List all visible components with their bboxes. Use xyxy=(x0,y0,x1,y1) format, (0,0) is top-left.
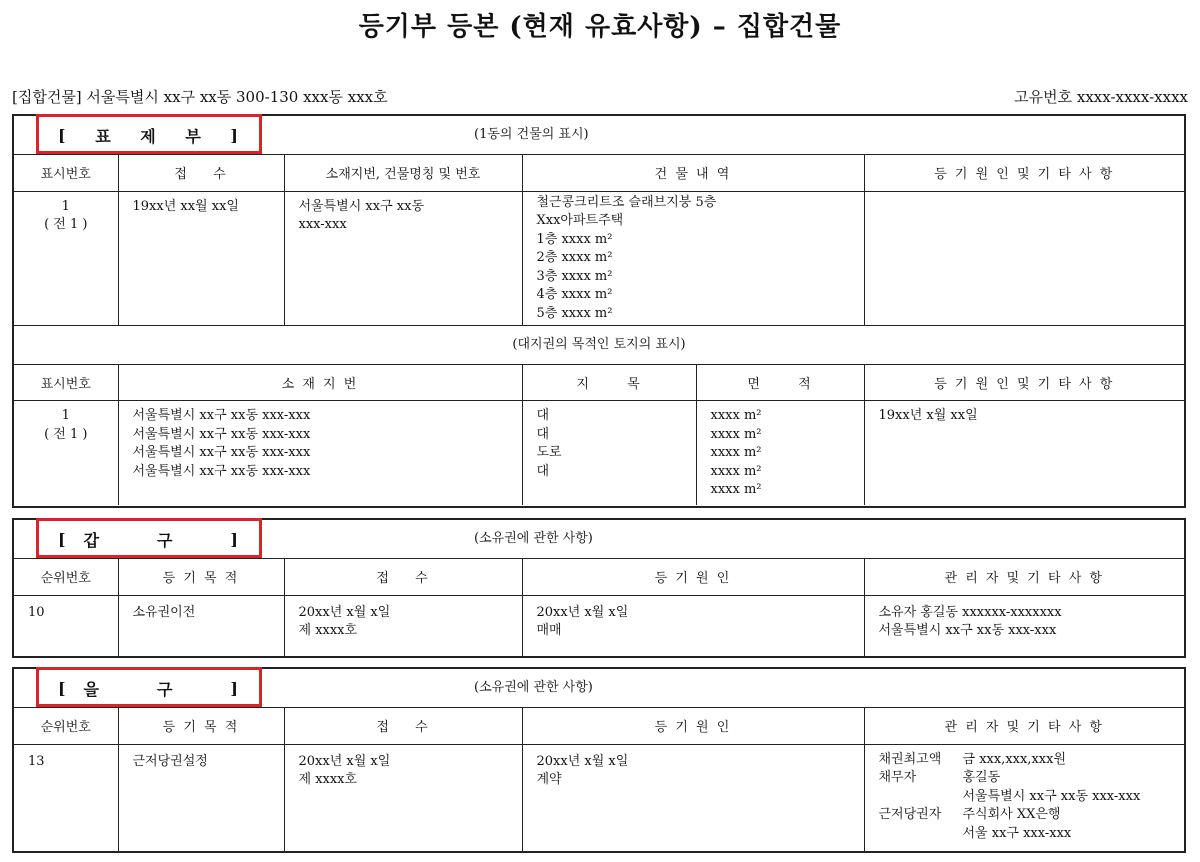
registration-cause: 20xx년 x월 x일 매매 xyxy=(522,595,864,657)
land-note: (대지권의 목적인 토지의 표시) xyxy=(14,326,1184,365)
eulgu-section xyxy=(12,667,1186,853)
label-char: 을 xyxy=(83,679,100,699)
land-display-number: 1 ( 전 1 ) xyxy=(14,401,118,505)
rank-number: 10 xyxy=(14,595,118,657)
col-header: 등 기 목 적 xyxy=(118,559,284,595)
land-types: 대 대 도로 대 xyxy=(522,401,696,505)
col-header: 소 재 지 번 xyxy=(118,365,522,401)
col-header: 표시번호 xyxy=(14,365,118,401)
mortgage-line: 채무자 홍길동 xyxy=(878,770,1001,785)
unique-number: 고유번호 xxxx-xxxx-xxxx xyxy=(1014,88,1188,106)
received-info: 20xx년 x월 x일 제 xxxx호 xyxy=(284,744,522,852)
col-header: 등 기 목 적 xyxy=(118,708,284,744)
owner-info: 소유자 홍길동 xxxxxx-xxxxxxx 서울특별시 xx구 xx동 xxx-xxx xyxy=(864,595,1184,657)
col-header: 등 기 원 인 xyxy=(522,708,864,744)
col-header: 지 목 xyxy=(522,365,696,401)
pyojebu-header xyxy=(14,116,1184,155)
label-char: 제 xyxy=(140,126,156,146)
highlight-box xyxy=(36,518,262,558)
gapgu-header xyxy=(14,520,1184,559)
building-details: 철근콩크리트조 슬래브지붕 5층 Xxx아파트주택 1층 xxxx m² 2층 xxxx m² 3층 xxxx m² 4층 xxxx m² 5층 xxxx m² xyxy=(522,191,864,325)
mortgage-line: 채권최고액 금 xxx,xxx,xxx원 xyxy=(878,751,1066,767)
building-location: 서울특별시 xx구 xx동 xxx-xxx xyxy=(284,191,522,325)
col-header: 접 수 xyxy=(284,559,522,595)
rank-number: 13 xyxy=(14,744,118,852)
col-header: 등 기 원 인 및 기 타 사 항 xyxy=(864,365,1184,401)
bracket-open: [ xyxy=(58,529,66,549)
gapgu-section xyxy=(12,518,1186,658)
label-char: 표 xyxy=(95,126,111,146)
col-header: 관 리 자 및 기 타 사 항 xyxy=(864,559,1184,595)
gapgu-note: (소유권에 관한 사항) xyxy=(474,531,593,546)
highlight-box xyxy=(36,667,262,707)
col-header: 순위번호 xyxy=(14,708,118,744)
col-header: 접 수 xyxy=(284,708,522,744)
received-info: 20xx년 x월 x일 제 xxxx호 xyxy=(284,595,522,657)
bracket-open: [ xyxy=(58,678,66,698)
property-address: [집합건물] 서울특별시 xx구 xx동 300-130 xxx동 xxx호 xyxy=(12,88,388,106)
col-header: 면 적 xyxy=(696,365,864,401)
display-number: 1 ( 전 1 ) xyxy=(14,191,118,325)
building-table xyxy=(14,155,1184,326)
land-registration-etc: 19xx년 x월 xx일 xyxy=(864,401,1184,505)
document-title: 등기부 등본 (현재 유효사항) – 집합건물 xyxy=(358,12,842,42)
col-header: 소재지번, 건물명칭 및 번호 xyxy=(284,155,522,191)
registration-purpose: 근저당권설정 xyxy=(118,744,284,852)
col-header: 등 기 원 인 xyxy=(522,559,864,595)
bracket-close: ] xyxy=(230,125,238,145)
label-char: 구 xyxy=(156,530,173,550)
pyojebu-note: (1동의 건물의 표시) xyxy=(474,127,589,142)
eulgu-note: (소유권에 관한 사항) xyxy=(474,680,593,695)
mortgage-line: 근저당권자 주식회사 XX은행 xyxy=(878,807,1061,822)
mortgage-info xyxy=(864,744,1184,852)
land-areas: xxxx m² xxxx m² xxxx m² xxxx m² xxxx m² xyxy=(696,401,864,505)
mortgage-line: 서울특별시 xx구 xx동 xxx-xxx xyxy=(962,788,1141,804)
col-header: 관 리 자 및 기 타 사 항 xyxy=(864,708,1184,744)
mortgage-line: 서울 xx구 xxx-xxx xyxy=(962,825,1072,841)
bracket-close: ] xyxy=(230,529,238,549)
received-date: 19xx년 xx월 xx일 xyxy=(118,191,284,325)
land-table xyxy=(14,365,1184,505)
bracket-close: ] xyxy=(230,678,238,698)
ownership-table xyxy=(14,559,1184,657)
label-char: 갑 xyxy=(83,530,100,550)
pyojebu-section xyxy=(12,114,1186,508)
registration-cause: 20xx년 x월 x일 계약 xyxy=(522,744,864,852)
col-header: 건 물 내 역 xyxy=(522,155,864,191)
label-char: 부 xyxy=(185,126,201,146)
highlight-box xyxy=(36,114,262,154)
bracket-open: [ xyxy=(58,125,66,145)
registration-purpose: 소유권이전 xyxy=(118,595,284,657)
col-header: 순위번호 xyxy=(14,559,118,595)
col-header: 표시번호 xyxy=(14,155,118,191)
col-header: 접 수 xyxy=(118,155,284,191)
col-header: 등 기 원 인 및 기 타 사 항 xyxy=(864,155,1184,191)
registration-etc xyxy=(864,191,1184,325)
land-locations: 서울특별시 xx구 xx동 xxx-xxx 서울특별시 xx구 xx동 xxx-xxx 서울특별시 xx구 xx동 xxx-xxx 서울특별시 xx구 xx동 xxx-xxx xyxy=(118,401,522,505)
label-char: 구 xyxy=(156,679,173,699)
eulgu-header xyxy=(14,669,1184,708)
mortgage-table xyxy=(14,708,1184,852)
